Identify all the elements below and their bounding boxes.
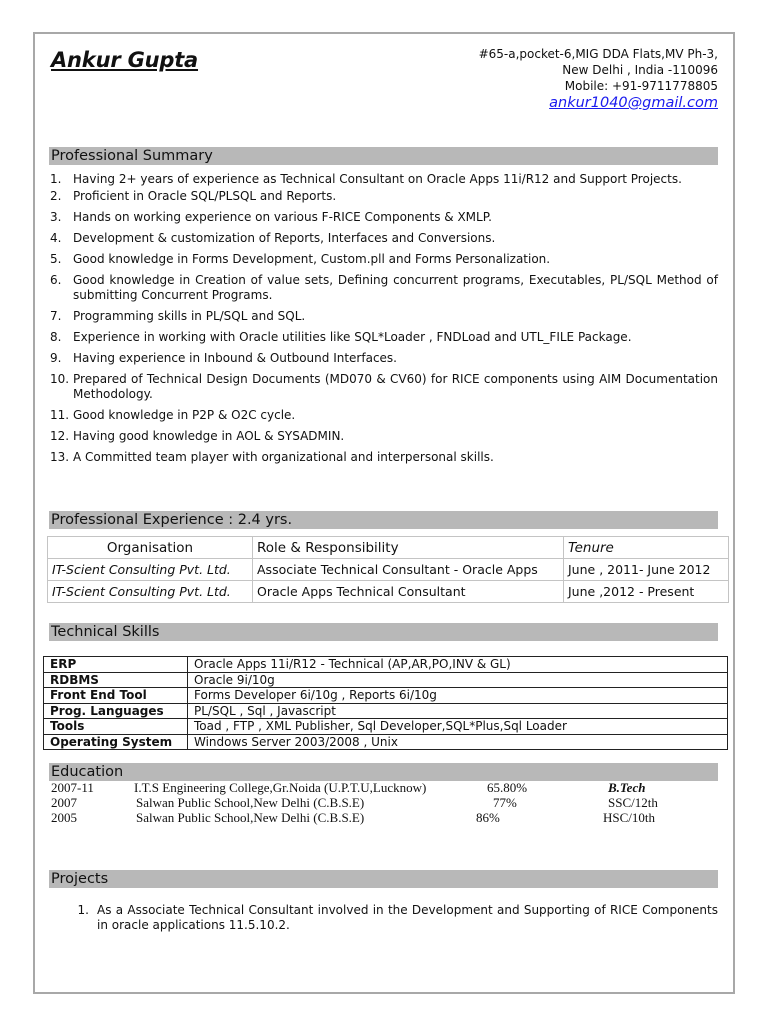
skills-table bbox=[43, 656, 728, 750]
skill-value: Toad , FTP , XML Publisher, Sql Developer,SQL*Plus,Sql Loader bbox=[188, 719, 728, 735]
skills-row bbox=[44, 672, 728, 688]
email-link[interactable]: ankur1040@gmail.com bbox=[549, 95, 718, 111]
education-row bbox=[50, 795, 720, 810]
education-year: 2007 bbox=[51, 795, 77, 810]
education-degree: SSC/12th bbox=[608, 795, 658, 810]
education-score: 86% bbox=[476, 810, 500, 825]
project-item: 1. As a Associate Technical Consultant involved in the Development and Supporting of RICE Components in oracle applications 11.5.10.2. bbox=[77, 903, 718, 932]
summary-heading: Professional Summary bbox=[49, 147, 718, 165]
experience-table bbox=[47, 536, 729, 603]
skill-category: Tools bbox=[44, 719, 188, 735]
candidate-name: Ankur Gupta bbox=[51, 48, 199, 72]
skills-row bbox=[44, 734, 728, 750]
column-header-role: Role & Responsibility bbox=[253, 537, 564, 559]
education-score: 77% bbox=[493, 795, 517, 810]
experience-row bbox=[48, 581, 729, 603]
summary-item: 13. A Committed team player with organizational and interpersonal skills. bbox=[50, 450, 494, 464]
experience-row bbox=[48, 559, 729, 581]
education-institution: Salwan Public School,New Delhi (C.B.S.E) bbox=[136, 810, 365, 825]
summary-list bbox=[50, 172, 718, 465]
education-institution: Salwan Public School,New Delhi (C.B.S.E) bbox=[136, 795, 365, 810]
skill-category: RDBMS bbox=[44, 672, 188, 688]
skills-row bbox=[44, 703, 728, 719]
address-line-2: New Delhi , India -110096 bbox=[562, 63, 718, 77]
experience-heading: Professional Experience : 2.4 yrs. bbox=[49, 511, 718, 529]
experience-org: IT-Scient Consulting Pvt. Ltd. bbox=[48, 581, 253, 603]
projects-list bbox=[50, 903, 718, 933]
education-degree: HSC/10th bbox=[603, 810, 656, 825]
education-list bbox=[50, 780, 720, 825]
experience-role: Associate Technical Consultant - Oracle Apps bbox=[253, 559, 564, 581]
education-heading: Education bbox=[49, 763, 718, 781]
skills-heading: Technical Skills bbox=[49, 623, 718, 641]
mobile-number: Mobile: +91-9711778805 bbox=[564, 79, 718, 93]
summary-item: 4. Development & customization of Reports, Interfaces and Conversions. bbox=[50, 231, 496, 245]
skill-value: Windows Server 2003/2008 , Unix bbox=[188, 734, 728, 750]
column-header-tenure: Tenure bbox=[564, 537, 729, 559]
experience-org: IT-Scient Consulting Pvt. Ltd. bbox=[48, 559, 253, 581]
education-score: 65.80% bbox=[487, 780, 528, 795]
summary-item: 12. Having good knowledge in AOL & SYSADMIN. bbox=[50, 429, 345, 443]
education-institution: I.T.S Engineering College,Gr.Noida (U.P.T.U,Lucknow) bbox=[134, 780, 427, 795]
summary-item: 1. Having 2+ years of experience as Technical Consultant on Oracle Apps 11i/R12 and Support Projects. bbox=[50, 172, 682, 186]
summary-item: 2. Proficient in Oracle SQL/PLSQL and Reports. bbox=[50, 189, 337, 203]
skill-value: Forms Developer 6i/10g , Reports 6i/10g bbox=[188, 688, 728, 704]
skills-row bbox=[44, 688, 728, 704]
skills-row bbox=[44, 657, 728, 673]
education-row bbox=[50, 780, 720, 795]
summary-item: 7. Programming skills in PL/SQL and SQL. bbox=[50, 309, 306, 323]
address-line-1: #65-a,pocket-6,MIG DDA Flats,MV Ph-3, bbox=[478, 47, 718, 61]
summary-item: 5. Good knowledge in Forms Development, Custom.pll and Forms Personalization. bbox=[50, 252, 551, 266]
skill-value: Oracle Apps 11i/R12 - Technical (AP,AR,PO,INV & GL) bbox=[188, 657, 728, 673]
education-row bbox=[50, 810, 720, 825]
summary-item: 6. Good knowledge in Creation of value sets, Defining concurrent programs, Executables, PL/SQL Method of submitting Concurrent Programs. bbox=[50, 273, 718, 302]
experience-tenure: June ,2012 - Present bbox=[564, 581, 729, 603]
summary-item: 11. Good knowledge in P2P & O2C cycle. bbox=[50, 408, 296, 422]
education-year: 2007-11 bbox=[51, 780, 94, 795]
experience-role: Oracle Apps Technical Consultant bbox=[253, 581, 564, 603]
skills-row bbox=[44, 719, 728, 735]
projects-heading: Projects bbox=[49, 870, 718, 888]
education-degree: B.Tech bbox=[608, 780, 646, 795]
skill-category: ERP bbox=[44, 657, 188, 673]
skill-category: Front End Tool bbox=[44, 688, 188, 704]
column-header-organisation: Organisation bbox=[48, 537, 253, 559]
experience-header-row bbox=[48, 537, 729, 559]
summary-item: 10. Prepared of Technical Design Documents (MD070 & CV60) for RICE components using AIM Documentation Methodology. bbox=[50, 372, 718, 401]
skill-value: PL/SQL , Sql , Javascript bbox=[188, 703, 728, 719]
summary-item: 3. Hands on working experience on various F-RICE Components & XMLP. bbox=[50, 210, 492, 224]
skill-category: Operating System bbox=[44, 734, 188, 750]
education-year: 2005 bbox=[51, 810, 77, 825]
skill-category: Prog. Languages bbox=[44, 703, 188, 719]
experience-tenure: June , 2011- June 2012 bbox=[564, 559, 729, 581]
skill-value: Oracle 9i/10g bbox=[188, 672, 728, 688]
summary-item: 9. Having experience in Inbound & Outbound Interfaces. bbox=[50, 351, 397, 365]
summary-item: 8. Experience in working with Oracle utilities like SQL*Loader , FNDLoad and UTL_FILE Package. bbox=[50, 330, 632, 344]
contact-block bbox=[479, 46, 718, 112]
